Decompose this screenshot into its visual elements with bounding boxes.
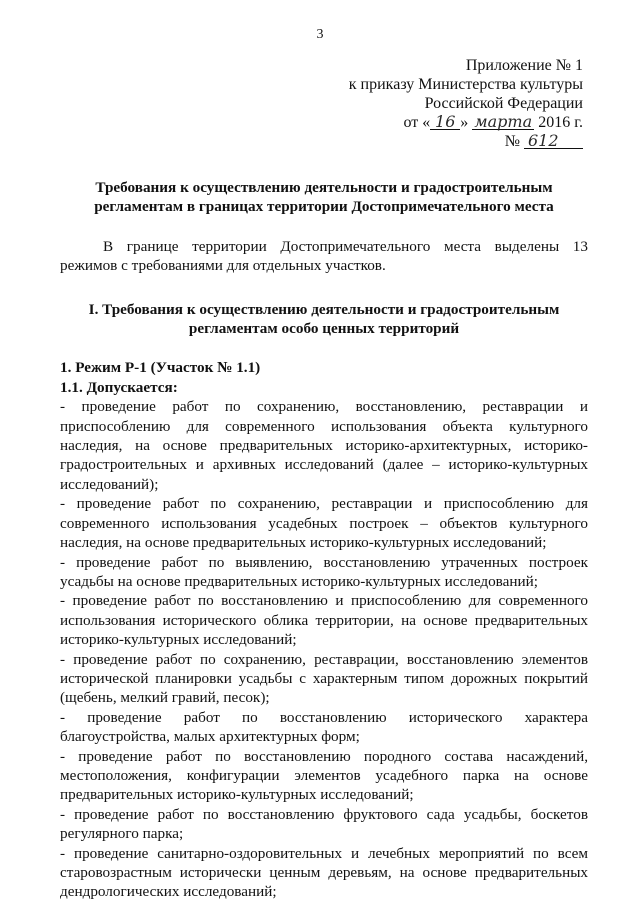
number-prefix: № xyxy=(504,133,520,150)
list-item: - проведение санитарно-оздоровительных и лечебных мероприятий по всем старовозрастным исторически ценным деревьям, на основе предварительных дендрологических исследований; xyxy=(60,844,588,901)
list-item: - проведение работ по выявлению, восстановлению утраченных построек усадьбы на основе предварительных историко-культурных исследований; xyxy=(60,553,588,590)
list-item: - проведение работ по сохранению, реставрации и приспособлению для современного использования усадебных построек – объектов культурного наследия, на основе предварительных историко-культурных исследований; xyxy=(60,495,588,552)
list-item: - проведение работ по восстановлению и приспособлению для современного использования исторического облика территории, на основе предварительных историко-культурных исследований; xyxy=(60,592,588,649)
section-title: I. Требования к осуществлению деятельности и градостроительным регламентам особо ценных территорий xyxy=(88,300,560,338)
list-item: - проведение работ по восстановлению исторического характера благоустройства, малых архитектурных форм; xyxy=(60,708,588,746)
document-title: Требования к осуществлению деятельности и градостроительным регламентам в границах территории Достопримечательного места xyxy=(94,179,554,216)
permitted-works-list xyxy=(60,397,588,902)
date-prefix: от « xyxy=(403,114,431,131)
appendix-date-line xyxy=(349,113,583,132)
list-item: - проведение работ по сохранению, восстановлению, реставрации и приспособлению для современного использования объекта культурного наследия, на основе предварительных историко-архитектурных, историко-градостроительных и архивных исследований (далее – историко-культурных исследований); xyxy=(60,398,588,493)
list-item: - проведение работ по восстановлению фруктового сада усадьбы, боскетов регулярного парка; xyxy=(60,805,588,843)
intro-paragraph: В границе территории Достопримечательного места выделены 13 режимов с требованиями для отдельных участков. xyxy=(60,237,588,275)
subsection-title: 1.1. Допускается: xyxy=(60,378,178,396)
appendix-header xyxy=(349,56,583,151)
document-body xyxy=(60,178,588,902)
page-number: 3 xyxy=(316,27,324,42)
list-item: - проведение работ по восстановлению породного состава насаждений, местоположения, конфигурации элементов усадебного парка на основе предварительных историко-культурных исследований; xyxy=(60,747,588,804)
appendix-number-line xyxy=(349,132,583,151)
appendix-title: Приложение № 1 xyxy=(465,57,583,74)
handwritten-number: 612 xyxy=(524,133,583,149)
appendix-order-ref: к приказу Министерства культуры xyxy=(348,76,583,93)
list-item: - проведение работ по сохранению, реставрации, восстановлению элементов исторической планировки усадьбы с характерным типом дорожных покрытий (щебень, мелкий гравий, песок); xyxy=(60,650,588,707)
appendix-federation: Российской Федерации xyxy=(424,95,583,112)
date-year: 2016 г. xyxy=(538,114,583,131)
regime-title: 1. Режим Р-1 (Участок № 1.1) xyxy=(60,359,261,377)
handwritten-day: 16 xyxy=(430,114,460,130)
date-mid: » xyxy=(460,114,469,131)
handwritten-month: марта xyxy=(472,114,534,130)
